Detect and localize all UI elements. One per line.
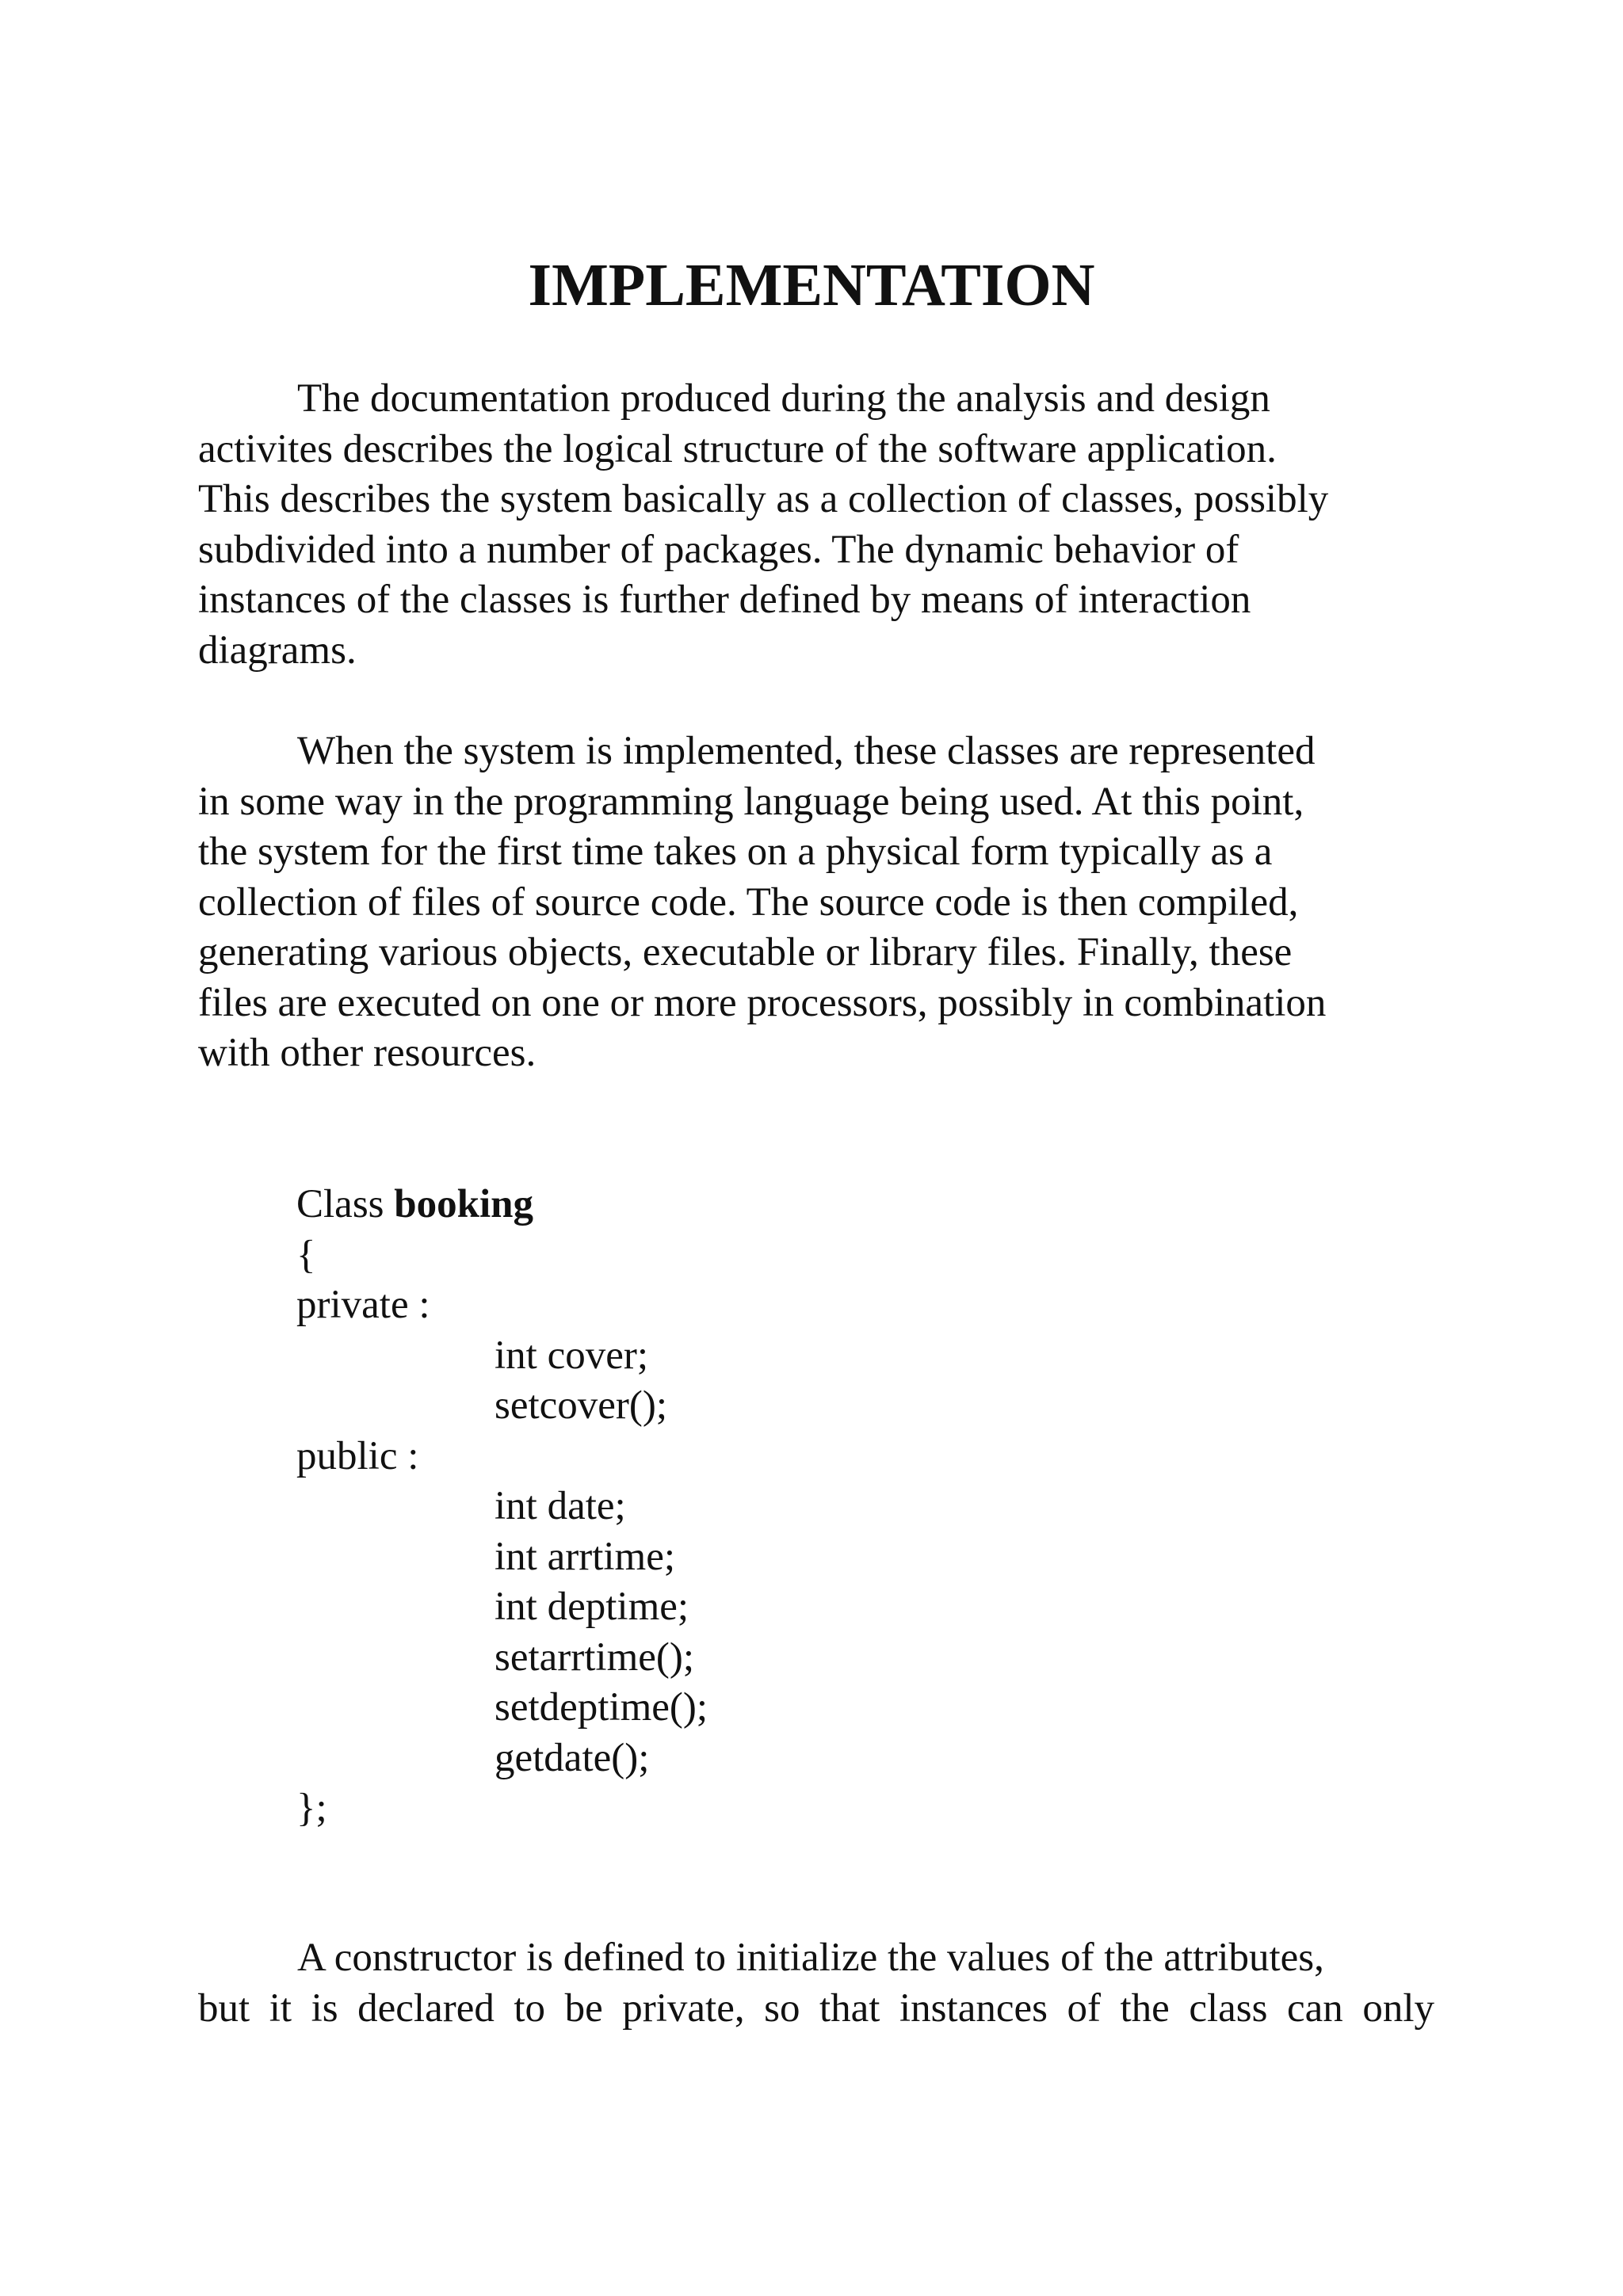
paragraph-line: diagrams.	[198, 627, 357, 673]
private-member: int cover;	[495, 1333, 649, 1378]
class-keyword: Class	[296, 1182, 384, 1226]
paragraph-intro	[198, 374, 1434, 676]
close-brace: };	[296, 1786, 327, 1830]
class-declaration-line	[296, 1180, 708, 1230]
private-label: private :	[296, 1283, 430, 1327]
page-title: IMPLEMENTATION	[528, 252, 1095, 318]
paragraph-implementation	[198, 727, 1434, 1079]
paragraph-line: A constructor is defined to initialize the values of the attributes,	[297, 1936, 1324, 1980]
public-member: int deptime;	[495, 1585, 689, 1629]
public-label: public :	[296, 1433, 419, 1478]
paragraph-line: generating various objects, executable or library files. Finally, these	[198, 930, 1293, 974]
paragraph-line: collection of files of source code. The source code is then compiled,	[198, 879, 1299, 925]
private-member: setcover();	[495, 1383, 668, 1428]
public-member: setdeptime();	[495, 1685, 708, 1730]
open-brace: {	[296, 1232, 316, 1277]
paragraph-line: When the system is implemented, these classes are represented	[297, 729, 1316, 773]
paragraph-line: instances of the classes is further defined by means of interaction	[198, 578, 1251, 622]
paragraph-line: subdivided into a number of packages. The dynamic behavior of	[198, 527, 1239, 572]
class-name: booking	[394, 1182, 534, 1226]
paragraph-line: in some way in the programming language being used. At this point,	[198, 779, 1304, 824]
paragraph-line: but it is declared to be private, so that instances of the class can only	[198, 1985, 1434, 2031]
paragraph-line: This describes the system basically as a collection of classes, possibly	[198, 477, 1329, 521]
paragraph-constructor	[198, 1933, 1434, 2034]
public-member: int arrtime;	[495, 1534, 676, 1579]
class-definition-code	[296, 1180, 708, 1834]
paragraph-line: files are executed on one or more processors, possibly in combination	[198, 980, 1327, 1025]
public-member: getdate();	[495, 1735, 650, 1780]
paragraph-line: the system for the first time takes on a physical form typically as a	[198, 830, 1273, 874]
paragraph-line: activites describes the logical structure of the software application.	[198, 426, 1277, 471]
public-member: int date;	[495, 1484, 626, 1528]
paragraph-line: with other resources.	[198, 1031, 537, 1075]
paragraph-line: The documentation produced during the analysis and design	[297, 376, 1270, 421]
public-member: setarrtime();	[495, 1634, 695, 1680]
